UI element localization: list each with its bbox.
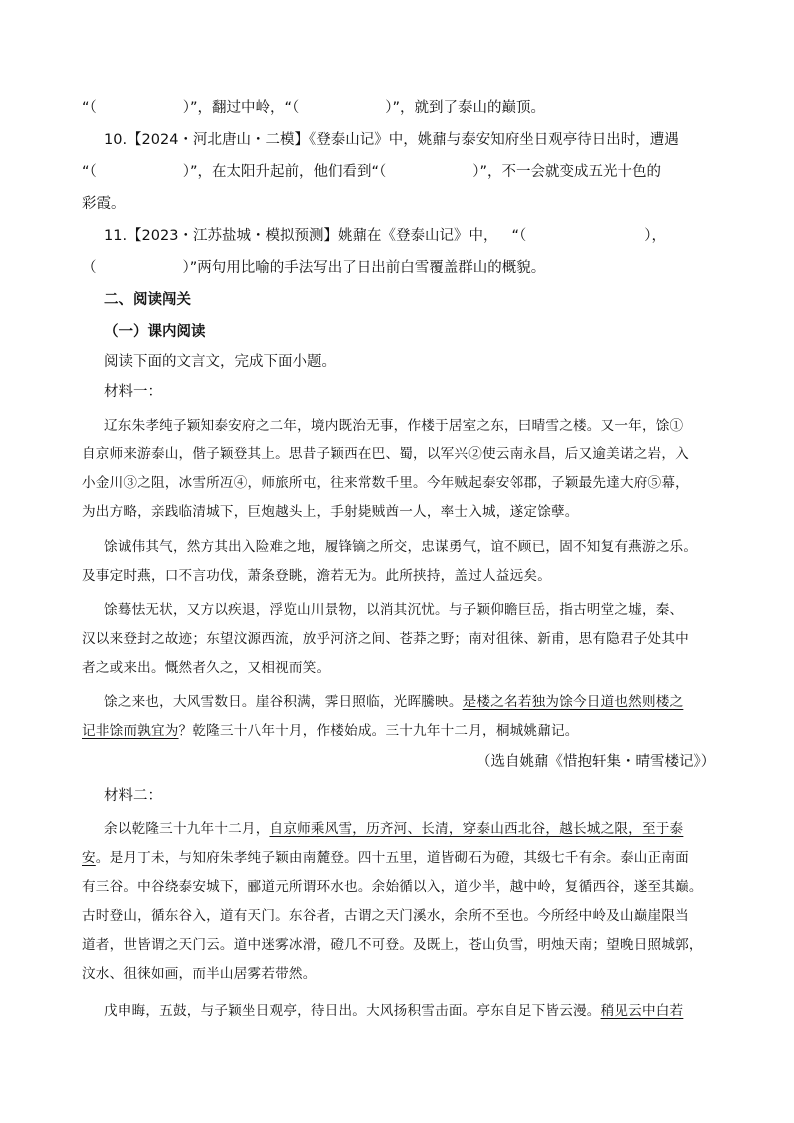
passage-line: 馀蓦怯无状，又方以疾退，浮览山川景物，以消其沉忧。与子颖仰瞻巨岳，指古明堂之墟，秦、 bbox=[104, 602, 684, 618]
question-text: ）”，翻过中岭，“（ bbox=[182, 100, 300, 116]
question-text: ）， bbox=[644, 228, 666, 244]
instruction: 阅读下面的文言文，完成下面小题。 bbox=[104, 354, 336, 370]
passage-line bbox=[104, 999, 683, 1019]
question-text: ）”，不一会就变成五光十色的 bbox=[472, 164, 662, 180]
subsection-title: （一）课内阅读 bbox=[104, 324, 206, 340]
passage-line: 及事定时燕，口不言功伐，萧条登眺，澹若无为。此所挟持，盖过人益远矣。 bbox=[82, 568, 551, 584]
passage-text: 余以乾隆三十九年十二月， bbox=[104, 821, 270, 837]
question-10-line-3: 彩霞。 bbox=[82, 196, 126, 212]
passage-text: 。是月丁未，与知府朱孝纯子颖由南麓登。四十五里，道皆砌石为磴，其级七千有余。泰山正南面 bbox=[95, 850, 689, 866]
passage-line: 馀诚伟其气，然方其出入险难之地，履锋镝之所交，忠谋勇气，谊不顾已，固不知复有燕游之乐。 bbox=[104, 539, 698, 555]
passage-line: 小金川③之阻，冰雪所冱④，师旅所屯，往来常数千里。今年贼起泰安邻郡，子颖最先達大府⑤幕， bbox=[82, 475, 689, 491]
underlined-sentence: 稍见云中白若 bbox=[600, 1003, 684, 1019]
section-title: 二、阅读闯关 bbox=[104, 292, 191, 308]
passage-line: 古时登山，循东谷入，道有天门。东谷者，古谓之天门溪水，余所不至也。今所经中岭及山巅崖限当 bbox=[82, 908, 689, 924]
passage-line: 汉以来登封之故迹；东望汶源西流，放乎河济之间、苍莽之野；南对徂徕、新甫，思有隐君子处其中 bbox=[82, 631, 689, 647]
passage-text: 馀之来也，大风雪数日。崖谷积满，霁日照临，光晖騰映。 bbox=[104, 694, 463, 710]
passage-line: 为出方略，亲践临清城下，巨炮越头上，手射毙贼酋一人，率士入城，遂定馀孽。 bbox=[82, 504, 579, 520]
passage-line: 辽东朱孝纯子颖知泰安府之二年，境内既治无事，作楼于居室之东，曰晴雪之楼。又一年，馀① bbox=[104, 418, 684, 434]
question-9-tail bbox=[82, 96, 545, 117]
underlined-sentence: 自京师乘风雪，历齐河、长清，穿泰山西北谷，越长城之限，至于泰 bbox=[269, 821, 684, 837]
passage-line: 道者，世皆谓之天门云。道中迷雾冰滑，磴几不可登。及既上，苍山负雪，明烛天南；望晚日照城郭， bbox=[82, 937, 703, 953]
passage-line bbox=[82, 719, 579, 739]
question-10-line-1: 10.【2024・河北唐山・二模】《登泰山记》中，姚鼐与泰安知府坐日观亭待日出时，遭遇 bbox=[104, 132, 679, 148]
passage-line bbox=[104, 690, 683, 710]
passage-line: 汶水、徂徕如画，而半山居雾若带然。 bbox=[82, 966, 317, 982]
passage-line bbox=[82, 846, 689, 866]
passage-line: 自京师来游泰山，偕子颖登其上。思昔子颖西在巴、蜀，以军兴②使云南永昌，后又逾美诺之岩，入 bbox=[82, 446, 689, 462]
passage-line: 者之或来出。慨然者久之，又相视而笑。 bbox=[82, 660, 331, 676]
passage-text: 戊申晦，五鼓，与子颖坐日观亭，待日出。大风扬积雪击面。亭东自足下皆云漫。 bbox=[104, 1003, 601, 1019]
source-citation: （选自姚鼐《惜抱轩集・晴雪楼记》） bbox=[476, 754, 716, 770]
question-text: ）”两句用比喻的手法写出了日出前白雪覆盖群山的概貌。 bbox=[182, 260, 546, 276]
material-2-label: 材料二： bbox=[104, 788, 162, 804]
quote-open: “（ bbox=[511, 228, 527, 244]
underlined-sentence: 记非馀而孰宜为 bbox=[82, 723, 179, 739]
question-10-line-2 bbox=[82, 160, 661, 181]
quote-open: “（ bbox=[82, 164, 97, 180]
paren-open: （ bbox=[82, 260, 97, 276]
material-1-label: 材料一： bbox=[104, 384, 162, 400]
question-text: 11.【2023・江苏盐城・模拟预测】姚鼐在《登泰山记》中， bbox=[104, 228, 498, 244]
passage-line: 有三谷。中谷绕泰安城下，郦道元所谓环水也。余始循以入，道少半，越中岭，复循西谷，遂至其巅。 bbox=[82, 879, 703, 895]
quote-open: “（ bbox=[82, 100, 97, 116]
underlined-sentence: 安 bbox=[82, 850, 96, 866]
question-text: ）”，在太阳升起前，他们看到“（ bbox=[182, 164, 387, 180]
passage-line bbox=[104, 817, 683, 837]
question-11-line-2 bbox=[82, 256, 545, 277]
passage-text: ？乾隆三十八年十月，作楼始成。三十九年十二月，桐城姚鼐记。 bbox=[178, 723, 579, 739]
question-text: ）”，就到了泰山的巅顶。 bbox=[385, 100, 546, 116]
question-11-line-1 bbox=[104, 224, 666, 245]
underlined-sentence: 是楼之名若独为馀今日道也然则楼之 bbox=[462, 694, 684, 710]
